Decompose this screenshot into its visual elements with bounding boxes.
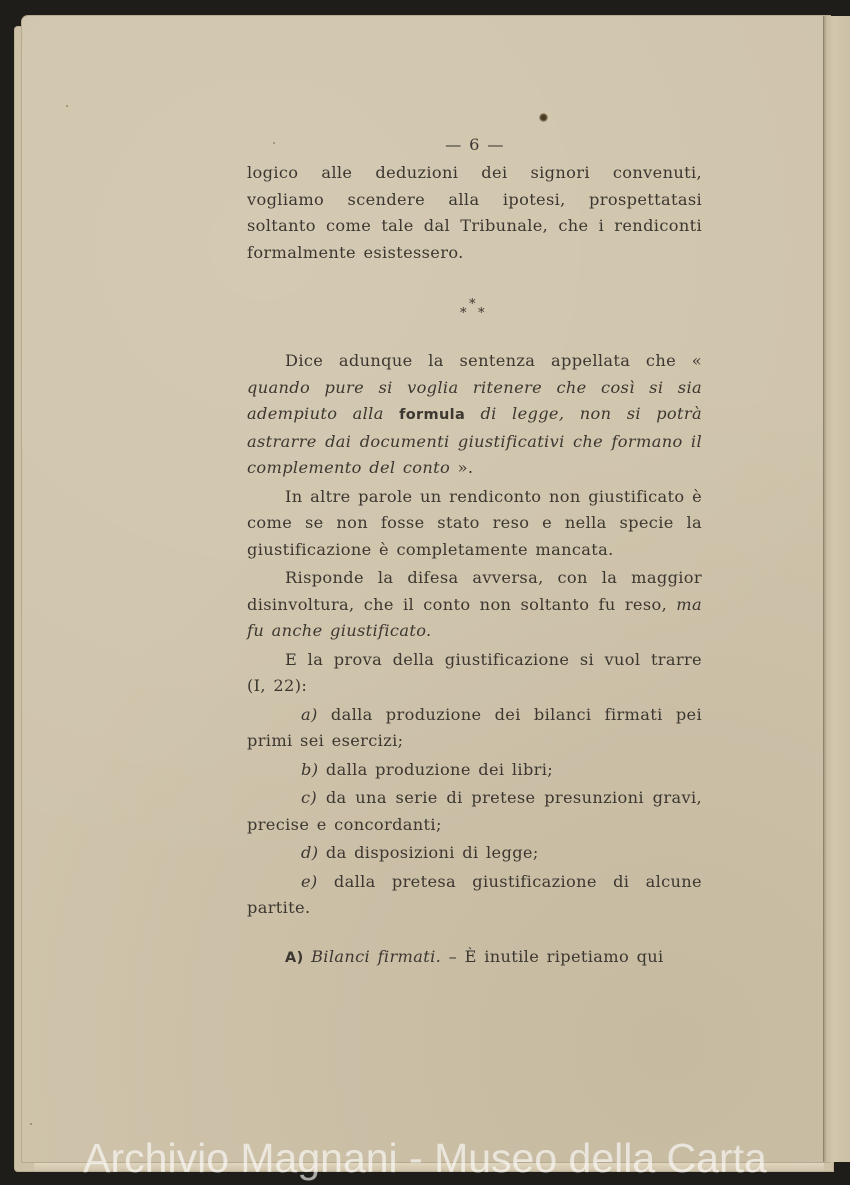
asterism-separator — [247, 266, 702, 348]
paragraph-2: In altre parole un rendiconto non giustificato è come se non fosse stato reso e nella specie la giustificazione è completamente mancata. — [247, 486, 702, 559]
list-item-text: dalla pretesa giustificazione di alcune partite. — [247, 871, 702, 917]
punch-hole-mark — [539, 113, 548, 122]
paragraph-3-text: Risponde la difesa avversa, con la maggior disinvoltura, che il conto non soltanto fu reso, — [247, 568, 702, 614]
paper-speck — [30, 1123, 32, 1125]
page-fold-edge — [823, 16, 850, 1162]
section-a-marker: A) — [285, 949, 304, 966]
list-item — [247, 869, 702, 922]
quote-italic-2: di legge, non si potrà astrarre dai documenti giustificativi che formano il complemento del conto — [247, 404, 702, 477]
list-marker: b) — [301, 759, 319, 779]
asterisk-icon: * — [478, 306, 485, 321]
quote-bold-word: formula — [399, 407, 466, 423]
list-item — [247, 840, 702, 867]
list-item-text: da disposizioni di legge; — [325, 843, 539, 862]
asterisk-icon: * — [469, 297, 476, 312]
quote-intro: Dice adunque la sentenza appellata che « — [285, 351, 702, 370]
paragraph-4: E la prova della giustificazione si vuol trarre (I, 22): — [247, 649, 702, 695]
list-item-text: dalla produzione dei libri; — [325, 759, 554, 779]
page-number: — 6 — — [445, 135, 504, 154]
list-item — [247, 702, 702, 755]
list-marker: d) — [301, 843, 319, 862]
list-item — [247, 757, 702, 784]
paper-speck — [66, 105, 68, 107]
document-body — [247, 132, 702, 971]
list-marker: e) — [301, 871, 318, 891]
asterisk-icon: * — [460, 306, 467, 321]
quote-paragraph — [247, 348, 702, 482]
quote-italic-1: quando pure si voglia ritenere che così si sia adempiuto alla — [247, 377, 702, 423]
section-a-text: È inutile ripetiamo qui — [464, 946, 664, 966]
list-marker: c) — [301, 788, 318, 807]
list-item-text: da una serie di pretese presunzioni gravi, precise e concordanti; — [247, 788, 702, 834]
paragraph-3-italic: ma fu anche giustificato. — [247, 594, 702, 640]
quote-closing: ». — [450, 458, 474, 477]
list-item — [247, 785, 702, 838]
list-marker: a) — [301, 704, 318, 724]
section-a-heading: Bilanci firmati. — [311, 946, 442, 966]
opening-paragraph: logico alle deduzioni dei signori convenuti, vogliamo scendere alla ipotesi, prospettatasi soltanto come tale dal Tribunale, che i rendiconti formalmente esistessero. — [247, 163, 702, 262]
section-a-dash: – — [441, 946, 465, 966]
archive-watermark: Archivio Magnani - Museo della Carta — [83, 1135, 767, 1181]
paragraph-3 — [247, 565, 702, 645]
section-spacer — [247, 922, 702, 944]
section-a-line — [247, 944, 702, 972]
list-item-text: dalla produzione dei bilanci firmati pei primi sei esercizi; — [247, 704, 702, 750]
